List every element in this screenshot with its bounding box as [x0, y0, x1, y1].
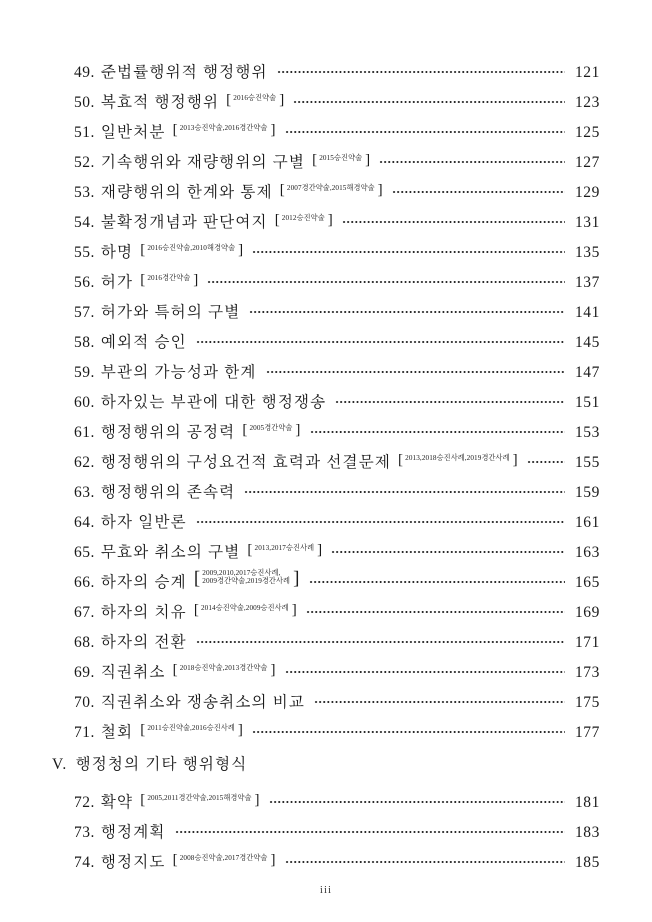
exam-note-body — [147, 725, 235, 733]
toc-entry-title: 복효적 행정행위 — [100, 94, 220, 111]
exam-note-body — [202, 570, 290, 585]
toc-entry-page-number: 135 — [574, 244, 600, 261]
exam-note-body — [319, 155, 362, 163]
toc-entry-page-number: 123 — [574, 94, 600, 111]
toc-entry-title: 부관의 가능성과 한계 — [100, 364, 257, 381]
toc-entry-page-number: 153 — [574, 424, 600, 441]
toc-entry-page-number: 141 — [574, 304, 600, 321]
toc-entry-title: 재량행위의 한계와 통제 — [100, 184, 273, 201]
toc-entry[interactable] — [52, 210, 600, 240]
exam-note-line: 2013승진약술,2016경간약술 — [179, 124, 268, 133]
toc-entry-title: 일반처분 — [100, 124, 166, 141]
toc-entry-title: 행정행위의 공정력 — [100, 424, 236, 441]
toc-entry-page-number: 137 — [574, 274, 600, 291]
toc-entry-page-number: 161 — [574, 514, 600, 531]
toc-entry-number: 55. — [74, 244, 95, 261]
toc-entry-page-number: 155 — [574, 454, 600, 471]
dot-leader — [285, 853, 565, 867]
exam-note-line: 2016승진약술 — [233, 94, 277, 103]
toc-entry[interactable] — [52, 330, 600, 360]
toc-entry-page-number: 159 — [574, 484, 600, 501]
toc-entry-exam-note: [ 2007경간약술,2015해경약술 ] — [279, 182, 383, 198]
toc-entry-exam-note: [ 2016승진약술,2010해경약술 ] — [140, 242, 244, 258]
dot-leader — [285, 663, 565, 677]
toc-entry[interactable] — [52, 660, 600, 690]
toc-entry-exam-note: [ 2016경간약술 ] — [140, 272, 199, 288]
toc-entry-number: 65. — [74, 544, 95, 561]
toc-entry-page-number: 129 — [574, 184, 600, 201]
toc-entry-page-number: 177 — [574, 724, 600, 741]
exam-note-line: 2011승진약술,2016승진사례 — [147, 724, 235, 733]
exam-note-line: 2012승진약술 — [281, 214, 325, 223]
toc-entry-title: 확약 — [100, 794, 134, 811]
toc-entry-number: 61. — [74, 424, 95, 441]
toc-entry-title: 하자의 전환 — [100, 634, 187, 651]
dot-leader — [331, 543, 565, 557]
exam-note-body — [405, 455, 509, 463]
toc-entry-title: 하자 일반론 — [100, 514, 187, 531]
toc-entry[interactable] — [52, 270, 600, 300]
toc-entry[interactable] — [52, 720, 600, 750]
toc-entry-page-number: 127 — [574, 154, 600, 171]
page-number-footer: iii — [319, 884, 333, 896]
exam-note-body — [282, 215, 325, 223]
toc-entry-title: 무효와 취소의 구별 — [100, 544, 241, 561]
dot-leader — [196, 333, 565, 347]
toc-entry-number: 64. — [74, 514, 95, 531]
dot-leader — [392, 183, 565, 197]
dot-leader — [309, 573, 566, 587]
exam-note-line: 2009경간약술,2019경간사례 — [202, 577, 291, 585]
exam-note-line: 2007경간약술,2015해경약술 — [286, 184, 375, 193]
toc-entry-number: 70. — [74, 694, 95, 711]
exam-note-line: 2013,2017승진사례 — [254, 544, 315, 553]
dot-leader — [269, 793, 565, 807]
toc-entry[interactable] — [52, 360, 600, 390]
toc-entry-exam-note: [ 2012승진약술 ] — [274, 212, 333, 228]
toc-entry[interactable] — [52, 420, 600, 450]
dot-leader — [196, 513, 565, 527]
toc-entry-exam-note: [ 2011승진약술,2016승진사례 ] — [140, 722, 243, 738]
toc-entry[interactable] — [52, 120, 600, 150]
toc-entry-exam-note: [ 2013승진약술,2016경간약술 ] — [172, 122, 276, 138]
dot-leader — [293, 93, 565, 107]
toc-entry-page-number: 185 — [574, 854, 600, 871]
toc-entry-page-number: 163 — [574, 544, 600, 561]
toc-entry-title: 행정계획 — [100, 824, 166, 841]
exam-note-line: 2018승진약술,2013경간약술 — [179, 664, 268, 673]
exam-note-body — [201, 605, 289, 613]
exam-note-line: 2015승진약술 — [319, 154, 363, 163]
toc-entry-number: 57. — [74, 304, 95, 321]
toc-entry-page-number: 181 — [574, 794, 600, 811]
toc-entry-number: 72. — [74, 794, 95, 811]
toc-entry[interactable] — [52, 150, 600, 180]
toc-entry-title: 행정행위의 존속력 — [100, 484, 236, 501]
toc-entry-title: 직권취소와 쟁송취소의 비교 — [100, 694, 306, 711]
toc-entry-page-number: 173 — [574, 664, 600, 681]
section-title: 행정청의 기타 행위형식 — [75, 756, 248, 773]
toc-entry[interactable] — [52, 180, 600, 210]
dot-leader — [306, 603, 565, 617]
toc-entry-number: 52. — [74, 154, 95, 171]
toc-entry[interactable] — [52, 850, 600, 880]
toc-entry[interactable] — [52, 600, 600, 630]
exam-note-line: 2005,2011경간약술,2015해경약술 — [147, 794, 252, 803]
exam-note-line: 2016승진약술,2010해경약술 — [147, 244, 236, 253]
dot-leader — [335, 393, 565, 407]
toc-entry-title: 하명 — [100, 244, 134, 261]
toc-entry-title: 준법률행위적 행정행위 — [100, 64, 268, 81]
toc-entry-number: 50. — [74, 94, 95, 111]
toc-entry-number: 62. — [74, 454, 95, 471]
toc-entry-title: 불확정개념과 판단여지 — [100, 214, 268, 231]
exam-note-body — [249, 425, 292, 433]
toc-entry-title: 기속행위와 재량행위의 구별 — [100, 154, 306, 171]
toc-entry-page-number: 147 — [574, 364, 600, 381]
dot-leader — [244, 483, 565, 497]
toc-entry-title: 허가 — [100, 274, 134, 291]
toc-entry-title: 허가와 특허의 구별 — [100, 304, 241, 321]
toc-entry-exam-note: [ 2005경간약술 ] — [242, 422, 301, 438]
toc-entry-number: 63. — [74, 484, 95, 501]
dot-leader — [527, 453, 565, 467]
dot-leader — [379, 153, 565, 167]
toc-entry-exam-note: [ 2015승진약술 ] — [312, 152, 371, 168]
toc-entry-number: 73. — [74, 824, 95, 841]
toc-entry-title: 하자의 치유 — [100, 604, 187, 621]
toc-entry-list-after-section — [0, 790, 652, 880]
section-heading — [52, 752, 247, 774]
toc-entry-title: 하자있는 부관에 대한 행정쟁송 — [100, 394, 327, 411]
exam-note-body — [255, 545, 315, 553]
exam-note-line: 2005경간약술 — [249, 424, 293, 433]
dot-leader — [196, 633, 565, 647]
dot-leader — [252, 243, 565, 257]
dot-leader — [285, 123, 565, 137]
toc-entry-exam-note: [ 2013,2018승진사례,2019경간사례 ] — [398, 452, 518, 468]
toc-entry[interactable] — [52, 240, 600, 270]
toc-entry-exam-note: [ 2013,2017승진사례 ] — [247, 542, 323, 558]
toc-entry-title: 행정지도 — [100, 854, 166, 871]
dot-leader — [310, 423, 565, 437]
toc-entry-title: 행정행위의 구성요건적 효력과 선결문제 — [100, 454, 392, 471]
toc-entry-number: 53. — [74, 184, 95, 201]
toc-entry-title: 철회 — [100, 724, 134, 741]
toc-entry-title: 하자의 승계 — [100, 574, 187, 591]
toc-entry[interactable] — [52, 790, 600, 820]
toc-entry-page-number: 151 — [574, 394, 600, 411]
toc-entry-page-number: 169 — [574, 604, 600, 621]
dot-leader — [175, 823, 565, 837]
toc-entry-number: 56. — [74, 274, 95, 291]
toc-entry-exam-note: [ 2008승진약술,2017경간약술 ] — [172, 852, 276, 868]
toc-entry[interactable] — [52, 480, 600, 510]
toc-entry-page-number: 165 — [574, 574, 600, 591]
dot-leader — [249, 303, 565, 317]
dot-leader — [207, 273, 565, 287]
toc-entry-number: 49. — [74, 64, 95, 81]
toc-entry-number: 71. — [74, 724, 95, 741]
toc-entry-exam-note: [ 2014승진약술,2009승진사례 ] — [193, 602, 297, 618]
toc-entry-number: 74. — [74, 854, 95, 871]
toc-entry-exam-note: [ 2016승진약술 ] — [226, 92, 285, 108]
toc-entry[interactable] — [52, 450, 600, 480]
toc-entry-number: 51. — [74, 124, 95, 141]
exam-note-body — [233, 95, 276, 103]
toc-entry-page-number: 183 — [574, 824, 600, 841]
toc-entry[interactable] — [52, 540, 600, 570]
exam-note-body — [180, 855, 268, 863]
toc-entry[interactable] — [52, 60, 600, 90]
toc-entry[interactable] — [52, 690, 600, 720]
exam-note-body — [180, 125, 268, 133]
toc-entry-page-number: 175 — [574, 694, 600, 711]
exam-note-line: 2016경간약술 — [147, 274, 191, 283]
exam-note-line: 2013,2018승진사례,2019경간사례 — [405, 454, 510, 463]
exam-note-body — [147, 275, 190, 283]
toc-entry-number: 60. — [74, 394, 95, 411]
toc-entry-number: 54. — [74, 214, 95, 231]
toc-entry-title: 예외적 승인 — [100, 334, 187, 351]
exam-note-line: 2014승진약술,2009승진사례 — [200, 604, 289, 613]
toc-entry-page-number: 131 — [574, 214, 600, 231]
toc-entry[interactable] — [52, 300, 600, 330]
exam-note-body — [180, 665, 268, 673]
toc-entry-number: 68. — [74, 634, 95, 651]
toc-entry-number: 58. — [74, 334, 95, 351]
exam-note-body — [147, 245, 235, 253]
toc-entry[interactable] — [52, 820, 600, 850]
toc-entry-number: 67. — [74, 604, 95, 621]
toc-entry-title: 직권취소 — [100, 664, 166, 681]
dot-leader — [277, 63, 565, 77]
toc-entry-exam-note: [ 2018승진약술,2013경간약술 ] — [172, 662, 276, 678]
toc-entry-number: 66. — [74, 574, 95, 591]
toc-entry-number: 59. — [74, 364, 95, 381]
toc-entry-exam-note: [ 2009,2010,2017승진사례, 2009경간약술,2019경간사례 ] — [193, 568, 300, 589]
exam-note-line: 2009,2010,2017승진사례, — [202, 569, 281, 578]
section-number: V. — [52, 756, 68, 773]
dot-leader — [314, 693, 565, 707]
toc-entry[interactable] — [52, 90, 600, 120]
toc-entry-page-number: 121 — [574, 64, 600, 81]
exam-note-body — [147, 795, 251, 803]
dot-leader — [266, 363, 565, 377]
dot-leader — [342, 213, 565, 227]
toc-entry-page-number: 145 — [574, 334, 600, 351]
toc-entry[interactable] — [52, 390, 600, 420]
exam-note-line: 2008승진약술,2017경간약술 — [179, 854, 268, 863]
toc-entry-number: 69. — [74, 664, 95, 681]
toc-entry[interactable] — [52, 630, 600, 660]
dot-leader — [252, 723, 565, 737]
exam-note-body — [287, 185, 375, 193]
toc-entry[interactable] — [52, 570, 600, 600]
toc-entry-exam-note: [ 2005,2011경간약술,2015해경약술 ] — [140, 792, 260, 808]
toc-entry[interactable] — [52, 510, 600, 540]
toc-entry-page-number: 125 — [574, 124, 600, 141]
toc-entry-page-number: 171 — [574, 634, 600, 651]
toc-entry-list — [0, 60, 652, 750]
